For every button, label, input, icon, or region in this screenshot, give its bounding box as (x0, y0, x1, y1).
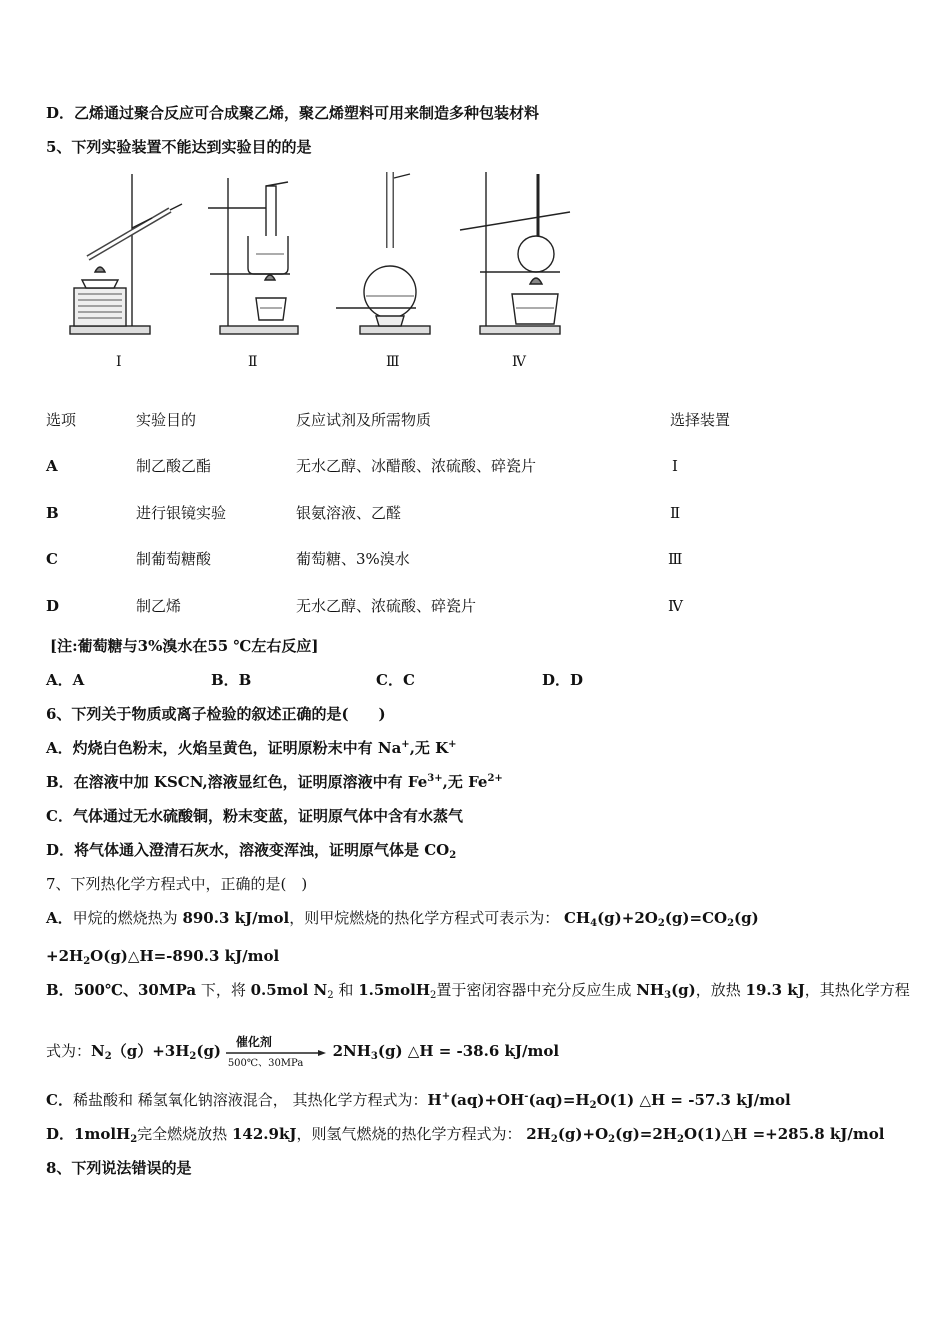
table-row-d-purpose: 制乙烯 (136, 597, 182, 615)
table-row-b-option: B (46, 504, 59, 522)
q7-option-b: B．500℃、30MPa 下，将 0.5mol $N_2$ 和 1.5molH$_2$置于密闭容器中充分反应生成 $NH_3(g)$，放热 19.3 kJ，其热化学方程 (46, 981, 910, 1001)
table-row-b-purpose: 进行银镜实验 (136, 504, 227, 522)
choice-a: A．A (46, 671, 85, 689)
q7-option-b-cont: 式为：$N_2(g)+3H_2(g)$ 催化剂 500℃、30MPa $2NH_3(g)$ △H = -38.6 kJ/mol (46, 1032, 559, 1072)
table-row-c-device: Ⅲ (668, 550, 683, 568)
apparatus-figure (60, 168, 600, 383)
table-header-purpose: 实验目的 (136, 411, 197, 429)
choice-c: C．C (376, 671, 415, 689)
q6-option-b: B．在溶液中加 KSCN,溶液显红色，证明原溶液中有 $Fe^{3+}$,无 $Fe^{2+}$ (46, 773, 503, 791)
table-header-reagents: 反应试剂及所需物质 (296, 411, 432, 429)
q5-note: [注:葡萄糖与3%溴水在55 ℃左右反应] (50, 637, 319, 655)
table-row-a-option: A (46, 457, 58, 475)
q5-stem: 5、下列实验装置不能达到实验目的的是 (46, 138, 312, 156)
figure-label-iii: Ⅲ (386, 354, 400, 370)
apparatus-iii-drawing (336, 172, 430, 334)
table-row-c-purpose: 制葡萄糖酸 (136, 550, 212, 568)
table-row-d-reagents: 无水乙醇、浓硫酸、碎瓷片 (296, 597, 477, 615)
table-row-c-option: C (46, 550, 58, 568)
q6-option-d: D．将气体通入澄清石灰水，溶液变浑浊，证明原气体是 $CO_2$ (46, 841, 457, 861)
q8-stem: 8、下列说法错误的是 (46, 1159, 192, 1177)
table-header-option: 选项 (46, 411, 77, 429)
table-row-a-device: Ⅰ (672, 457, 678, 475)
q7-option-a: A．甲烷的燃烧热为 890.3 kJ/mol，则甲烷燃烧的热化学方程式可表示为： $CH_4(g)+2O_2(g)=CO_2(g)$ (46, 909, 759, 929)
table-row-a-purpose: 制乙酸乙酯 (136, 457, 212, 475)
apparatus-i-drawing (70, 174, 182, 334)
option-label: D． (46, 104, 75, 122)
q6-option-c: C．气体通过无水硫酸铜，粉末变蓝，证明原气体中含有水蒸气 (46, 807, 463, 825)
q7-a-equation: $CH_4(g)+2O_2(g)=CO_2(g)$ (563, 909, 759, 929)
table-row-d-device: Ⅳ (668, 597, 683, 615)
figure-label-ii: Ⅱ (248, 354, 258, 370)
table-row-b-reagents: 银氨溶液、乙醛 (296, 504, 402, 522)
figure-label-iv: Ⅳ (512, 354, 526, 370)
figure-label-i: Ⅰ (116, 354, 122, 370)
q4-option-d (46, 103, 539, 123)
q6-stem: 6、下列关于物质或离子检验的叙述正确的是( ) (46, 705, 386, 723)
table-row-a-reagents: 无水乙醇、冰醋酸、浓硫酸、碎瓷片 (296, 457, 537, 475)
reaction-arrow: 催化剂 500℃、30MPa (226, 1032, 328, 1072)
q7-stem: 7、下列热化学方程式中，正确的是( ) (46, 875, 308, 893)
apparatus-iv-drawing (460, 172, 570, 334)
q6-option-a: A．灼烧白色粉末，火焰呈黄色，证明原粉末中有 Na+,无 K+ (46, 739, 457, 757)
apparatus-ii-drawing (208, 178, 298, 334)
table-header-device: 选择装置 (670, 411, 731, 429)
option-text: 乙烯通过聚合反应可合成聚乙烯，聚乙烯塑料可用来制造多种包装材料 (74, 104, 540, 122)
q7-option-d: D．1molH$_2$完全燃烧放热 142.9kJ，则氢气燃烧的热化学方程式为： $2H_2(g)+O_2(g)=2H_2O(1)\triangle H =+285.8$ kJ/mol (46, 1125, 885, 1145)
table-row-c-reagents: 葡萄糖、3%溴水 (296, 550, 410, 568)
q7-option-c: C．稀盐酸和 稀氢氧化钠溶液混合， 其热化学方程式为：$H^+(aq)+OH^-(aq)=H_2O(1)$ △H = -57.3 kJ/mol (46, 1091, 791, 1111)
choice-d: D．D (542, 671, 584, 689)
table-row-b-device: Ⅱ (670, 504, 681, 522)
table-row-d-option: D (46, 597, 60, 615)
q7-option-a-cont: $+2H_2O(g)\triangle H=-890.3$ kJ/mol (46, 947, 280, 967)
choice-b: B．B (211, 671, 252, 689)
